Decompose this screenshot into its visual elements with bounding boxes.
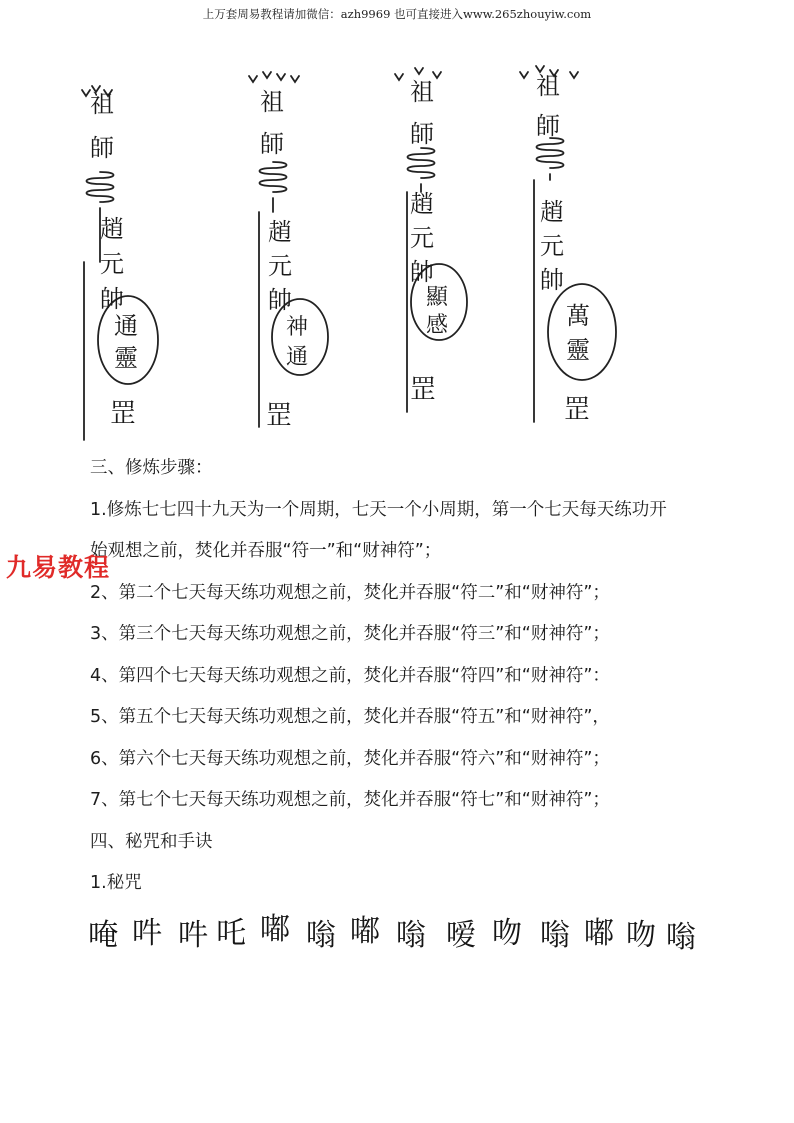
svg-text:帥: 帥 [410,258,434,286]
page-header: 上万套周易教程请加微信：azh9969 也可直接进入www.265zhouyiw.com [202,7,592,21]
document-body [90,448,750,905]
svg-text:感: 感 [426,313,449,338]
t1-char-4: 元 [100,250,124,278]
mantra-char: 嗡 [396,918,426,953]
mantra-char: 嘟 [584,916,614,951]
svg-text:祖: 祖 [536,72,560,100]
mantra-heading: 1.秘咒 [90,873,142,893]
svg-text:顯: 顯 [426,285,449,310]
t1-char-5: 帥 [100,285,124,313]
t1-char-2: 師 [90,134,114,162]
svg-text:靈: 靈 [566,336,590,364]
step-2: 2、第二个七天每天练功观想之前，焚化并吞服“符二”和“财神符”； [90,582,610,603]
svg-text:帥: 帥 [268,286,292,314]
step-1-line-2: 始观想之前，焚化并吞服“符一”和“财神符”； [90,541,442,561]
t1-circle-1: 通 [114,312,138,340]
mantra-char: 吻 [626,918,656,953]
watermark-logo: 九易教程 [6,553,111,582]
svg-text:趙: 趙 [540,198,564,226]
mantra-char: 嘟 [350,914,380,949]
svg-text:元: 元 [540,232,564,260]
svg-text:趙: 趙 [410,190,434,218]
mantra-char: 嗡 [540,918,570,953]
svg-text:罡: 罡 [266,401,293,431]
talisman-drawings [70,62,630,447]
t1-char-1: 祖 [90,90,114,118]
svg-text:師: 師 [536,112,560,140]
step-7: 7、第七个七天每天练功观想之前，焚化并吞服“符七”和“财神符”； [90,790,610,810]
mantra-char: 嗳 [446,918,476,953]
step-1-line-1: 1.修炼七七四十九天为一个周期，七天一个小周期，第一个七天每天练功开 [90,499,667,520]
svg-text:師: 師 [260,130,284,158]
mantra-char: 嗡 [306,918,336,953]
step-5: 5、第五个七天每天练功观想之前，焚化并吞服“符五”和“财神符”， [90,707,610,727]
mantra-char: 唵 [88,918,118,953]
t1-char-3: 趙 [100,215,124,243]
t1-circle-2: 靈 [114,344,138,372]
svg-text:帥: 帥 [540,266,564,294]
talisman-4 [520,66,616,422]
talisman-2 [249,72,328,427]
mantra-char: 嘟 [260,912,290,947]
mantra-char: 嗡 [666,920,696,955]
section-4-heading: 四、秘咒和手诀 [90,831,213,852]
step-3: 3、第三个七天每天练功观想之前，焚化并吞服“符三”和“财神符”； [90,624,610,644]
svg-text:萬: 萬 [566,302,590,330]
step-4: 4、第四个七天每天练功观想之前，焚化并吞服“符四”和“财神符”： [90,665,610,686]
svg-text:祖: 祖 [260,88,284,116]
mantra-char: 吽 [178,918,208,953]
mantra-char: 吻 [492,916,522,951]
mantra-char: 吽 [132,916,162,951]
mantra-handwriting [84,905,704,965]
svg-text:趙: 趙 [268,218,292,246]
svg-text:元: 元 [410,224,434,252]
section-3-heading: 三、修炼步骤： [90,458,213,478]
svg-text:神: 神 [286,315,309,340]
svg-text:罡: 罡 [410,375,437,405]
t1-char-bottom: 罡 [110,399,137,429]
svg-text:師: 師 [410,120,434,148]
svg-text:元: 元 [268,252,292,280]
svg-text:罡: 罡 [564,395,591,425]
svg-text:通: 通 [286,345,309,370]
mantra-char: 吒 [216,916,246,951]
svg-text:祖: 祖 [410,78,434,106]
step-6: 6、第六个七天每天练功观想之前，焚化并吞服“符六”和“财神符”； [90,748,610,769]
